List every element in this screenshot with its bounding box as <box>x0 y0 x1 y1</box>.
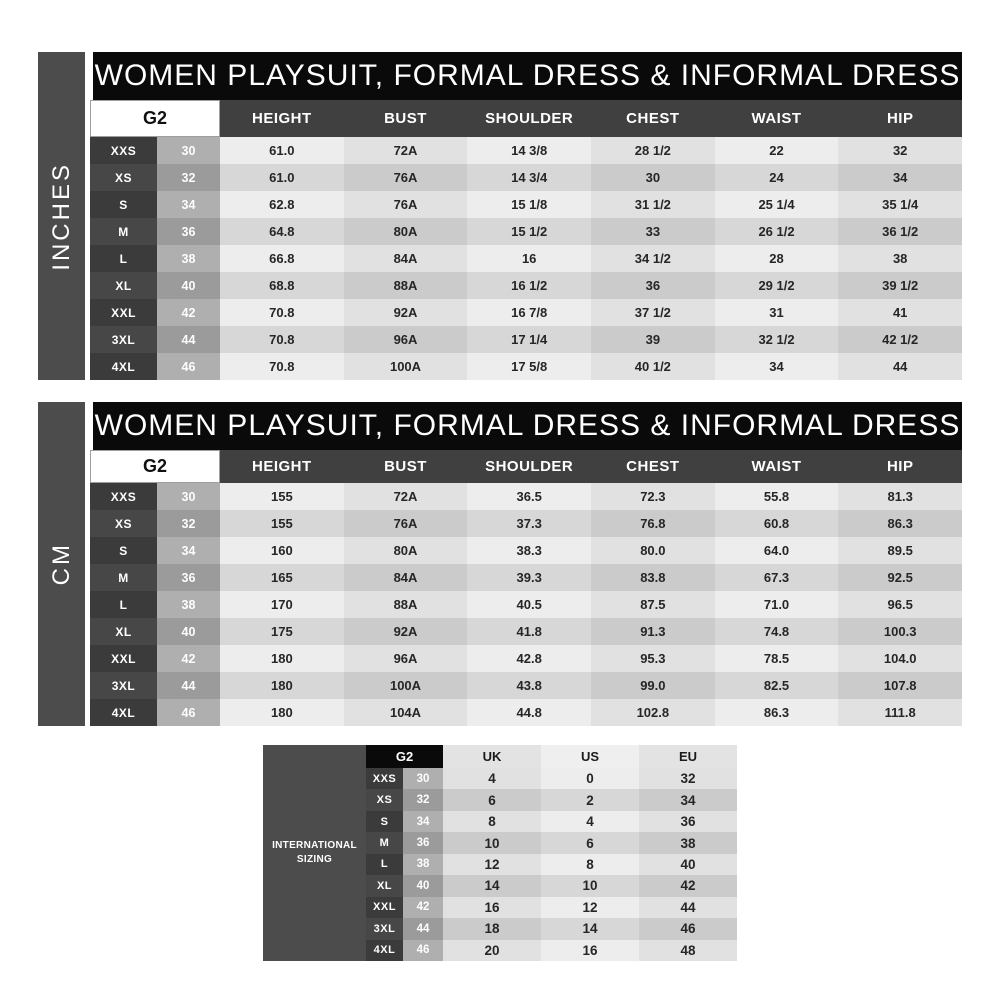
value-cell: 62.8 <box>220 191 344 218</box>
value-cell: 24 <box>715 164 839 191</box>
value-cell: 95.3 <box>591 645 715 672</box>
value-cell: 175 <box>220 618 344 645</box>
g2-number-cell: 38 <box>403 854 443 875</box>
value-cell: 66.8 <box>220 245 344 272</box>
value-cell: 39.3 <box>467 564 591 591</box>
g2-number-cell: 42 <box>157 645 220 672</box>
value-cell: 16 <box>467 245 591 272</box>
value-cell: 2 <box>541 789 639 810</box>
value-cell: 16 <box>443 897 541 918</box>
table-row-xs <box>366 789 737 810</box>
size-label-cell: 3XL <box>90 672 157 699</box>
value-cell: 25 1/4 <box>715 191 839 218</box>
g2-number-cell: 36 <box>403 832 443 853</box>
value-cell: 86.3 <box>715 699 839 726</box>
value-cell: 99.0 <box>591 672 715 699</box>
table-row-4xl <box>90 353 962 380</box>
international-table-body <box>366 768 737 961</box>
value-cell: 100A <box>344 672 468 699</box>
table-row-s <box>366 811 737 832</box>
value-cell: 36.5 <box>467 483 591 510</box>
table-row-3xl <box>90 326 962 353</box>
size-label-cell: XS <box>90 510 157 537</box>
value-cell: 32 <box>838 137 962 164</box>
value-cell: 12 <box>443 854 541 875</box>
inches-table-title: WOMEN PLAYSUIT, FORMAL DRESS & INFORMAL DRESS <box>94 59 961 92</box>
value-cell: 91.3 <box>591 618 715 645</box>
size-label-cell: XXL <box>90 299 157 326</box>
size-label-cell: XL <box>90 618 157 645</box>
value-cell: 102.8 <box>591 699 715 726</box>
table-row-xxs <box>90 483 962 510</box>
value-cell: 72A <box>344 137 468 164</box>
value-cell: 68.8 <box>220 272 344 299</box>
table-row-xl <box>366 875 737 896</box>
value-cell: 92A <box>344 299 468 326</box>
size-label-cell: S <box>366 811 403 832</box>
value-cell: 107.8 <box>838 672 962 699</box>
g2-number-cell: 38 <box>157 591 220 618</box>
value-cell: 155 <box>220 483 344 510</box>
value-cell: 40 1/2 <box>591 353 715 380</box>
value-cell: 37 1/2 <box>591 299 715 326</box>
value-cell: 36 <box>639 811 737 832</box>
g2-number-cell: 34 <box>403 811 443 832</box>
value-cell: 42.8 <box>467 645 591 672</box>
value-cell: 84A <box>344 245 468 272</box>
international-sizing-table <box>263 745 737 961</box>
value-cell: 64.0 <box>715 537 839 564</box>
value-cell: 34 <box>838 164 962 191</box>
value-cell: 40 <box>639 854 737 875</box>
value-cell: 180 <box>220 645 344 672</box>
table-row-l <box>366 854 737 875</box>
g2-number-cell: 40 <box>157 618 220 645</box>
value-cell: 4 <box>541 811 639 832</box>
value-cell: 87.5 <box>591 591 715 618</box>
international-table-main <box>366 745 737 961</box>
value-cell: 34 1/2 <box>591 245 715 272</box>
value-cell: 43.8 <box>467 672 591 699</box>
g2-number-cell: 34 <box>157 537 220 564</box>
value-cell: 180 <box>220 672 344 699</box>
column-header-eu: EU <box>639 745 737 768</box>
value-cell: 38 <box>838 245 962 272</box>
value-cell: 38.3 <box>467 537 591 564</box>
column-header-bust: BUST <box>344 450 468 483</box>
cm-unit-label: CM <box>47 542 75 586</box>
value-cell: 34 <box>715 353 839 380</box>
table-row-xxl <box>90 645 962 672</box>
g2-number-cell: 40 <box>403 875 443 896</box>
international-sizing-label: INTERNATIONAL SIZING <box>272 840 357 865</box>
table-row-xxs <box>90 137 962 164</box>
column-header-waist: WAIST <box>715 100 839 137</box>
value-cell: 96.5 <box>838 591 962 618</box>
value-cell: 104A <box>344 699 468 726</box>
size-label-cell: M <box>90 218 157 245</box>
inches-unit-label: INCHES <box>47 161 75 271</box>
value-cell: 44 <box>639 897 737 918</box>
value-cell: 35 1/4 <box>838 191 962 218</box>
cm-g2-corner-header: G2 <box>90 450 220 483</box>
table-row-m <box>90 564 962 591</box>
table-row-l <box>90 245 962 272</box>
g2-number-cell: 30 <box>403 768 443 789</box>
value-cell: 20 <box>443 940 541 961</box>
value-cell: 78.5 <box>715 645 839 672</box>
table-row-xs <box>90 164 962 191</box>
inches-g2-corner-header: G2 <box>90 100 220 137</box>
value-cell: 80A <box>344 537 468 564</box>
value-cell: 64.8 <box>220 218 344 245</box>
value-cell: 31 1/2 <box>591 191 715 218</box>
value-cell: 80.0 <box>591 537 715 564</box>
size-label-cell: S <box>90 537 157 564</box>
g2-number-cell: 34 <box>157 191 220 218</box>
size-label-cell: S <box>90 191 157 218</box>
value-cell: 32 1/2 <box>715 326 839 353</box>
g2-number-cell: 40 <box>157 272 220 299</box>
cm-table-main <box>90 402 962 726</box>
inches-column-headers <box>220 100 962 137</box>
column-header-hip: HIP <box>838 100 962 137</box>
column-header-chest: CHEST <box>591 100 715 137</box>
column-header-shoulder: SHOULDER <box>467 450 591 483</box>
value-cell: 84A <box>344 564 468 591</box>
value-cell: 15 1/2 <box>467 218 591 245</box>
value-cell: 70.8 <box>220 353 344 380</box>
g2-number-cell: 44 <box>157 672 220 699</box>
value-cell: 16 <box>541 940 639 961</box>
value-cell: 70.8 <box>220 326 344 353</box>
value-cell: 33 <box>591 218 715 245</box>
column-header-shoulder: SHOULDER <box>467 100 591 137</box>
value-cell: 26 1/2 <box>715 218 839 245</box>
cm-title-bar <box>93 402 962 450</box>
table-row-3xl <box>90 672 962 699</box>
value-cell: 15 1/8 <box>467 191 591 218</box>
size-label-cell: 4XL <box>366 940 403 961</box>
inches-table-body <box>90 137 962 380</box>
value-cell: 36 1/2 <box>838 218 962 245</box>
table-row-xxl <box>366 897 737 918</box>
table-row-xs <box>90 510 962 537</box>
inches-header-row <box>90 100 962 137</box>
cm-table-body <box>90 483 962 726</box>
value-cell: 31 <box>715 299 839 326</box>
size-label-cell: 3XL <box>90 326 157 353</box>
value-cell: 38 <box>639 832 737 853</box>
international-header-row <box>366 745 737 768</box>
inches-table-main <box>90 52 962 380</box>
column-header-us: US <box>541 745 639 768</box>
value-cell: 34 <box>639 789 737 810</box>
size-label-cell: XXS <box>90 483 157 510</box>
g2-number-cell: 30 <box>157 483 220 510</box>
size-label-cell: XS <box>90 164 157 191</box>
value-cell: 92.5 <box>838 564 962 591</box>
value-cell: 39 <box>591 326 715 353</box>
table-row-3xl <box>366 918 737 939</box>
value-cell: 96A <box>344 645 468 672</box>
table-row-m <box>90 218 962 245</box>
international-column-headers <box>443 745 737 768</box>
column-header-chest: CHEST <box>591 450 715 483</box>
size-label-cell: XS <box>366 789 403 810</box>
cm-column-headers <box>220 450 962 483</box>
value-cell: 61.0 <box>220 137 344 164</box>
value-cell: 10 <box>541 875 639 896</box>
table-row-s <box>90 191 962 218</box>
value-cell: 76A <box>344 164 468 191</box>
column-header-waist: WAIST <box>715 450 839 483</box>
column-header-bust: BUST <box>344 100 468 137</box>
value-cell: 42 <box>639 875 737 896</box>
table-row-xxs <box>366 768 737 789</box>
g2-number-cell: 42 <box>157 299 220 326</box>
g2-number-cell: 44 <box>157 326 220 353</box>
value-cell: 67.3 <box>715 564 839 591</box>
size-label-cell: XXS <box>90 137 157 164</box>
value-cell: 76.8 <box>591 510 715 537</box>
value-cell: 72.3 <box>591 483 715 510</box>
inches-title-bar <box>93 52 962 100</box>
international-sizing-rail <box>263 745 366 961</box>
value-cell: 76A <box>344 510 468 537</box>
value-cell: 6 <box>443 789 541 810</box>
value-cell: 0 <box>541 768 639 789</box>
value-cell: 41.8 <box>467 618 591 645</box>
cm-table-title: WOMEN PLAYSUIT, FORMAL DRESS & INFORMAL DRESS <box>94 409 961 442</box>
table-row-s <box>90 537 962 564</box>
g2-number-cell: 46 <box>157 353 220 380</box>
value-cell: 37.3 <box>467 510 591 537</box>
value-cell: 12 <box>541 897 639 918</box>
value-cell: 14 3/8 <box>467 137 591 164</box>
value-cell: 55.8 <box>715 483 839 510</box>
size-label-cell: XL <box>366 875 403 896</box>
g2-number-cell: 32 <box>403 789 443 810</box>
value-cell: 17 5/8 <box>467 353 591 380</box>
g2-number-cell: 46 <box>403 940 443 961</box>
value-cell: 100.3 <box>838 618 962 645</box>
size-label-cell: 4XL <box>90 353 157 380</box>
value-cell: 160 <box>220 537 344 564</box>
size-label-cell: 3XL <box>366 918 403 939</box>
table-row-xxl <box>90 299 962 326</box>
value-cell: 18 <box>443 918 541 939</box>
table-row-xl <box>90 272 962 299</box>
inches-size-table <box>38 52 962 380</box>
value-cell: 28 1/2 <box>591 137 715 164</box>
value-cell: 86.3 <box>838 510 962 537</box>
value-cell: 29 1/2 <box>715 272 839 299</box>
table-row-4xl <box>90 699 962 726</box>
table-row-xl <box>90 618 962 645</box>
value-cell: 180 <box>220 699 344 726</box>
value-cell: 81.3 <box>838 483 962 510</box>
value-cell: 48 <box>639 940 737 961</box>
value-cell: 82.5 <box>715 672 839 699</box>
column-header-height: HEIGHT <box>220 100 344 137</box>
cm-size-table <box>38 402 962 726</box>
value-cell: 10 <box>443 832 541 853</box>
value-cell: 16 1/2 <box>467 272 591 299</box>
value-cell: 44.8 <box>467 699 591 726</box>
table-row-m <box>366 832 737 853</box>
value-cell: 14 3/4 <box>467 164 591 191</box>
cm-unit-rail <box>38 402 85 726</box>
column-header-height: HEIGHT <box>220 450 344 483</box>
g2-number-cell: 44 <box>403 918 443 939</box>
value-cell: 170 <box>220 591 344 618</box>
inches-unit-rail <box>38 52 85 380</box>
size-label-cell: M <box>366 832 403 853</box>
size-label-cell: XXS <box>366 768 403 789</box>
g2-number-cell: 42 <box>403 897 443 918</box>
value-cell: 72A <box>344 483 468 510</box>
value-cell: 8 <box>541 854 639 875</box>
g2-number-cell: 36 <box>157 564 220 591</box>
value-cell: 155 <box>220 510 344 537</box>
value-cell: 104.0 <box>838 645 962 672</box>
value-cell: 80A <box>344 218 468 245</box>
value-cell: 4 <box>443 768 541 789</box>
g2-number-cell: 36 <box>157 218 220 245</box>
value-cell: 39 1/2 <box>838 272 962 299</box>
value-cell: 40.5 <box>467 591 591 618</box>
size-label-cell: 4XL <box>90 699 157 726</box>
value-cell: 74.8 <box>715 618 839 645</box>
value-cell: 70.8 <box>220 299 344 326</box>
value-cell: 22 <box>715 137 839 164</box>
value-cell: 83.8 <box>591 564 715 591</box>
value-cell: 111.8 <box>838 699 962 726</box>
size-label-cell: XXL <box>90 645 157 672</box>
size-label-cell: XXL <box>366 897 403 918</box>
size-label-cell: XL <box>90 272 157 299</box>
size-label-cell: L <box>90 245 157 272</box>
value-cell: 165 <box>220 564 344 591</box>
value-cell: 96A <box>344 326 468 353</box>
value-cell: 30 <box>591 164 715 191</box>
value-cell: 88A <box>344 591 468 618</box>
value-cell: 71.0 <box>715 591 839 618</box>
value-cell: 17 1/4 <box>467 326 591 353</box>
column-header-uk: UK <box>443 745 541 768</box>
g2-number-cell: 38 <box>157 245 220 272</box>
value-cell: 44 <box>838 353 962 380</box>
g2-number-cell: 30 <box>157 137 220 164</box>
size-label-cell: M <box>90 564 157 591</box>
value-cell: 46 <box>639 918 737 939</box>
g2-number-cell: 32 <box>157 510 220 537</box>
g2-number-cell: 46 <box>157 699 220 726</box>
value-cell: 60.8 <box>715 510 839 537</box>
g2-number-cell: 32 <box>157 164 220 191</box>
value-cell: 61.0 <box>220 164 344 191</box>
value-cell: 36 <box>591 272 715 299</box>
value-cell: 41 <box>838 299 962 326</box>
table-row-l <box>90 591 962 618</box>
size-label-cell: L <box>90 591 157 618</box>
value-cell: 14 <box>443 875 541 896</box>
value-cell: 32 <box>639 768 737 789</box>
value-cell: 88A <box>344 272 468 299</box>
value-cell: 6 <box>541 832 639 853</box>
value-cell: 89.5 <box>838 537 962 564</box>
cm-header-row <box>90 450 962 483</box>
value-cell: 16 7/8 <box>467 299 591 326</box>
size-label-cell: L <box>366 854 403 875</box>
international-g2-corner-header: G2 <box>366 745 443 768</box>
value-cell: 14 <box>541 918 639 939</box>
value-cell: 42 1/2 <box>838 326 962 353</box>
table-row-4xl <box>366 940 737 961</box>
value-cell: 92A <box>344 618 468 645</box>
value-cell: 28 <box>715 245 839 272</box>
value-cell: 100A <box>344 353 468 380</box>
column-header-hip: HIP <box>838 450 962 483</box>
value-cell: 76A <box>344 191 468 218</box>
value-cell: 8 <box>443 811 541 832</box>
